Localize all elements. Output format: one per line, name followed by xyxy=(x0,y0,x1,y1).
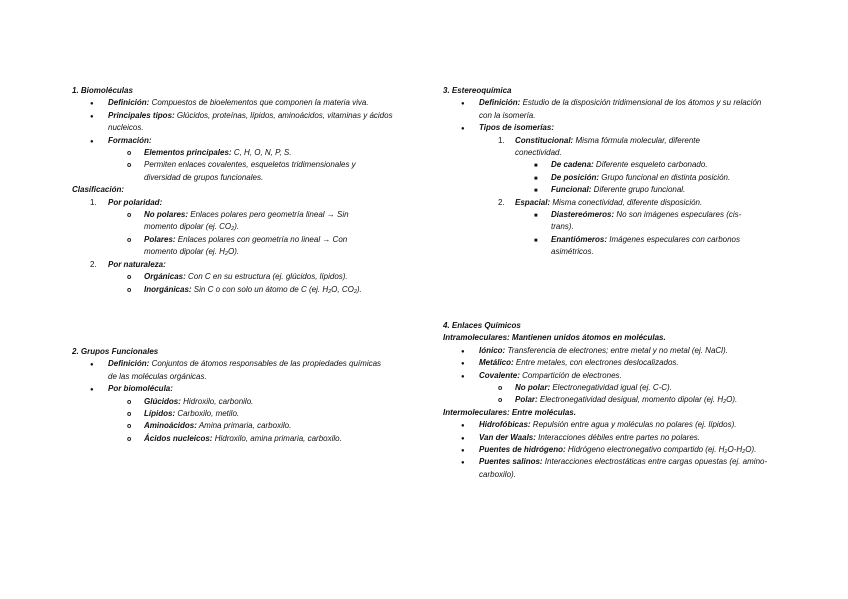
list-item xyxy=(72,433,402,445)
list-item xyxy=(443,394,783,406)
circle-bullet-icon xyxy=(127,284,131,297)
square-bullet-icon xyxy=(534,234,538,247)
list-item xyxy=(443,159,783,171)
subscript: 2 xyxy=(724,449,728,456)
item-label: Por naturaleza: xyxy=(108,259,166,269)
list-item xyxy=(443,345,783,357)
item-text: O). xyxy=(726,395,738,405)
circle-bullet-icon xyxy=(127,147,131,160)
bullet-icon xyxy=(90,358,94,371)
subscript: 2 xyxy=(742,449,746,456)
item-text: Repulsión entre agua y moléculas no polares (ej. lípidos). xyxy=(530,420,737,430)
list-item xyxy=(72,420,402,432)
bullet-icon xyxy=(461,456,465,469)
list-item xyxy=(443,172,783,184)
item-text: C, H, O, N, P, S. xyxy=(231,148,292,158)
list-item-continuation xyxy=(72,246,412,258)
item-text: Carboxilo, metilo. xyxy=(175,409,240,419)
item-label: Glúcidos: xyxy=(144,396,181,406)
list-item xyxy=(443,419,783,431)
bullet-icon xyxy=(90,135,94,148)
item-label: Iónico: xyxy=(479,345,506,355)
bullet-icon xyxy=(90,383,94,396)
list-item xyxy=(443,234,761,259)
item-text: O-H xyxy=(727,445,743,455)
item-label: De posición: xyxy=(551,172,600,182)
section-enlaces-quimicos xyxy=(443,320,783,481)
item-text: Con C en su estructura (ej. glúcidos, lípidos). xyxy=(185,272,348,282)
item-text: Electronegatividad igual (ej. C-C). xyxy=(550,383,672,393)
item-label: Polar: xyxy=(515,395,538,405)
item-text: Glúcidos, proteínas, lípidos, aminoácidos, vitaminas y ácidos nucleicos. xyxy=(108,110,393,133)
list-item xyxy=(443,97,765,122)
item-text: No son imágenes especulares (cis-trans). xyxy=(551,210,742,232)
item-label: Ácidos nucleicos: xyxy=(144,433,213,443)
item-text: Estudio de la disposición tridimensional de los átomos y su relación con la isomería. xyxy=(479,98,762,120)
item-text: Hidrógeno electronegativo compartido (ej. H xyxy=(565,445,725,455)
list-number: 2. xyxy=(498,197,505,207)
list-item xyxy=(443,456,775,481)
item-text: momento dipolar (ej. H xyxy=(144,247,225,257)
item-text: momento dipolar (ej. CO xyxy=(144,222,232,232)
item-label: De cadena: xyxy=(551,160,594,170)
subheading: Intermoleculares: Entre moléculas. xyxy=(443,407,576,417)
subheading: Clasificación: xyxy=(72,185,125,195)
circle-bullet-icon xyxy=(127,396,131,409)
list-item xyxy=(72,396,402,408)
item-text: Hidroxilo, carbonilo. xyxy=(180,396,254,406)
item-text: Hidroxilo, amina primaria, carboxilo. xyxy=(212,433,342,443)
bullet-icon xyxy=(461,357,465,370)
item-label: Tipos de isomerías: xyxy=(479,123,554,133)
square-bullet-icon xyxy=(534,209,538,222)
list-item xyxy=(72,271,412,283)
item-text: Diferente grupo funcional. xyxy=(591,185,686,195)
list-item xyxy=(72,234,412,246)
item-text: Transferencia de electrones; entre metal y no metal (ej. NaCl). xyxy=(505,345,728,355)
list-item-continuation xyxy=(72,221,412,233)
circle-bullet-icon xyxy=(127,271,131,284)
list-item xyxy=(72,147,412,159)
item-label: Espacial: xyxy=(515,197,551,207)
item-label: Definición: xyxy=(108,98,150,108)
item-label: Diastereómeros: xyxy=(551,210,615,220)
list-item xyxy=(443,209,761,234)
list-item xyxy=(72,383,402,395)
section-title: 4. Enlaces Químicos xyxy=(443,321,521,330)
item-label: Covalente: xyxy=(479,370,520,380)
bullet-icon xyxy=(461,345,465,358)
circle-bullet-icon xyxy=(498,394,502,407)
section-title: 2. Grupos Funcionales xyxy=(72,347,159,356)
list-number: 2. xyxy=(90,259,97,269)
bullet-icon xyxy=(461,122,465,135)
item-text: O). xyxy=(745,445,757,455)
square-bullet-icon xyxy=(534,172,538,185)
item-label: Puentes salinos: xyxy=(479,457,543,467)
section-title: 3. Estereoquímica xyxy=(443,86,512,95)
bullet-icon xyxy=(461,370,465,383)
item-label: Constitucional: xyxy=(515,135,574,145)
list-item xyxy=(72,284,412,296)
list-number: 1. xyxy=(90,197,97,207)
list-item xyxy=(72,259,412,271)
list-item xyxy=(443,135,727,160)
item-label: Van der Waals: xyxy=(479,432,536,442)
list-item xyxy=(443,382,783,394)
item-label: No polares: xyxy=(144,210,189,220)
item-label: Aminoácidos: xyxy=(144,421,197,431)
item-label: Por polaridad: xyxy=(108,197,163,207)
item-label: Hidrofóbicas: xyxy=(479,420,531,430)
item-label: No polar: xyxy=(515,383,551,393)
circle-bullet-icon xyxy=(127,420,131,433)
square-bullet-icon xyxy=(534,184,538,197)
item-text: Amina primaria, carboxilo. xyxy=(196,421,292,431)
item-label: Orgánicas: xyxy=(144,272,186,282)
list-item xyxy=(72,159,394,184)
item-text: Electronegatividad desigual, momento dipolar (ej. H xyxy=(537,395,724,405)
list-item xyxy=(443,197,783,209)
bullet-icon xyxy=(461,419,465,432)
section-estereoquimica xyxy=(443,85,783,259)
item-text: Interacciones electrostáticas entre cargas opuestas (ej. amino-carboxilo). xyxy=(479,457,768,479)
bullet-icon xyxy=(461,432,465,445)
list-item xyxy=(443,184,783,196)
item-text: Compuestos de bioelementos que componen la materia viva. xyxy=(149,98,369,108)
list-item xyxy=(72,408,402,420)
list-item xyxy=(443,122,783,134)
item-text: Conjuntos de átomos responsables de las propiedades químicas de las moléculas orgánicas. xyxy=(108,359,382,381)
item-text: Grupo funcional en distinta posición. xyxy=(599,172,731,182)
item-text: Enlaces polares pero geometría lineal → Sin xyxy=(188,210,349,220)
subscript: 2 xyxy=(723,399,727,406)
item-label: Definición: xyxy=(479,98,521,108)
item-text: Misma conectividad, diferente disposición. xyxy=(550,197,703,207)
item-text: Permiten enlaces covalentes, esqueletos tridimensionales y diversidad de grupos funcionales. xyxy=(144,160,356,182)
item-label: Lípidos: xyxy=(144,409,176,419)
circle-bullet-icon xyxy=(127,234,131,247)
item-text: Misma fórmula molecular, diferente conectividad. xyxy=(515,135,700,158)
subscript: 2 xyxy=(231,226,235,233)
item-text: Sin C o con solo un átomo de C (ej. H xyxy=(191,284,329,294)
section-biomoleculas xyxy=(72,85,412,296)
circle-bullet-icon xyxy=(498,382,502,395)
item-text: O). xyxy=(227,247,240,257)
item-label: Definición: xyxy=(108,359,150,369)
item-label: Enantiómeros: xyxy=(551,234,608,244)
circle-bullet-icon xyxy=(127,209,131,222)
list-item xyxy=(72,197,412,209)
item-label: Metálico: xyxy=(479,358,514,368)
subscript: 2 xyxy=(328,288,332,295)
list-item xyxy=(443,444,775,456)
item-text: Diferente esqueleto carbonado. xyxy=(593,160,708,170)
list-number: 1. xyxy=(498,135,505,145)
item-label: Por biomolécula: xyxy=(108,384,173,394)
bullet-icon xyxy=(90,110,94,123)
square-bullet-icon xyxy=(534,159,538,172)
list-item xyxy=(72,209,412,221)
circle-bullet-icon xyxy=(127,433,131,446)
list-item xyxy=(443,370,783,382)
list-item xyxy=(72,97,408,109)
list-item xyxy=(72,358,384,383)
section-title: 1. Biomoléculas xyxy=(72,86,133,95)
item-label: Formación: xyxy=(108,135,152,145)
item-text: ). xyxy=(234,222,240,232)
item-label: Funcional: xyxy=(551,185,592,195)
circle-bullet-icon xyxy=(127,159,131,172)
item-label: Polares: xyxy=(144,234,176,244)
bullet-icon xyxy=(90,97,94,110)
item-text: Interacciones débiles entre partes no polares. xyxy=(535,432,701,442)
list-item xyxy=(72,135,412,147)
circle-bullet-icon xyxy=(127,408,131,421)
subheading: Intramoleculares: Mantienen unidos átomos en moléculas. xyxy=(443,333,666,343)
subscript: 2 xyxy=(353,288,357,295)
list-item xyxy=(72,110,404,135)
item-label: Puentes de hidrógeno: xyxy=(479,445,566,455)
item-text: O, CO xyxy=(331,284,354,294)
item-label: Principales tipos: xyxy=(108,110,175,120)
item-text: Entre metales, con electrones deslocalizados. xyxy=(513,358,679,368)
item-label: Elementos principales: xyxy=(144,148,232,158)
item-text: Enlaces polares con geometría no lineal → Con xyxy=(175,234,348,244)
item-text: Compartición de electrones. xyxy=(519,370,622,380)
bullet-icon xyxy=(461,97,465,110)
item-text: Imágenes especulares con carbonos asimétricos. xyxy=(551,234,740,257)
item-text: ). xyxy=(356,284,362,294)
list-item xyxy=(443,432,783,444)
bullet-icon xyxy=(461,444,465,457)
subscript: 2 xyxy=(224,251,228,258)
section-grupos-funcionales xyxy=(72,346,402,445)
item-label: Inorgánicas: xyxy=(144,284,192,294)
list-item xyxy=(443,357,783,369)
